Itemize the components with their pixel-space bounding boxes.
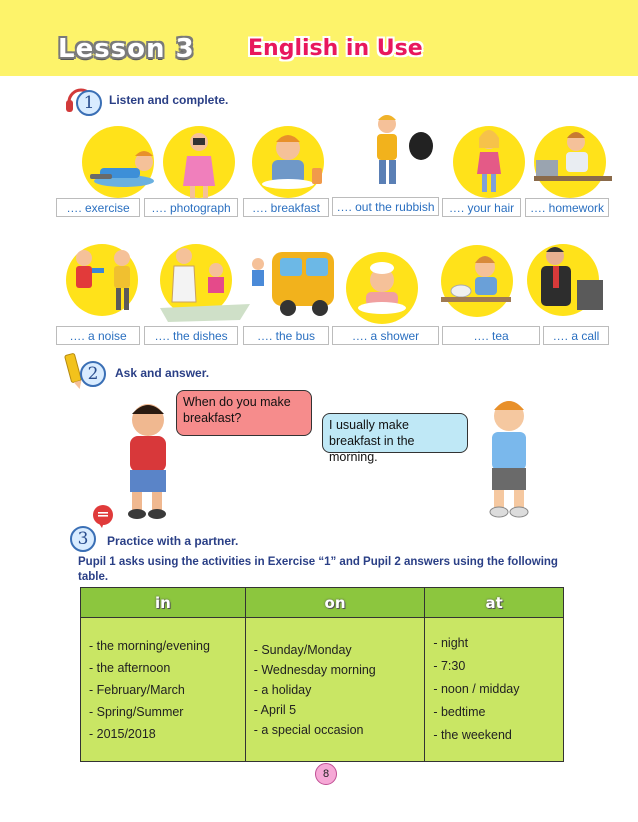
exercise-2-title: Ask and answer. bbox=[115, 366, 210, 380]
label-shower: …. a shower bbox=[332, 326, 439, 345]
label-homework: …. homework bbox=[525, 198, 609, 217]
list-item: - the weekend bbox=[433, 728, 512, 742]
exercise-2-number: 2 bbox=[80, 361, 106, 387]
list-item: - night bbox=[433, 636, 469, 650]
picture-homework bbox=[534, 126, 606, 198]
list-item: - Sunday/Monday bbox=[253, 642, 352, 657]
lesson-title: Lesson 3 bbox=[58, 34, 195, 64]
unit-title: English in Use bbox=[248, 36, 423, 61]
picture-exercise bbox=[82, 126, 154, 198]
label-call: …. a call bbox=[543, 326, 609, 345]
exercise-3-instructions: Pupil 1 asks using the activities in Exercise “1” and Pupil 2 answers using the following table. bbox=[78, 556, 558, 583]
table-header-on: on bbox=[245, 588, 425, 618]
label-breakfast: …. breakfast bbox=[243, 198, 329, 217]
exercise-1-number: 1 bbox=[76, 90, 102, 116]
question-bubble: When do you make breakfast? bbox=[176, 390, 312, 436]
list-item: - bedtime bbox=[433, 705, 486, 719]
exercise-3-title: Practice with a partner. bbox=[107, 534, 239, 548]
picture-rubbish bbox=[365, 114, 437, 186]
label-bus: …. the bus bbox=[243, 326, 329, 345]
exercise-3-number: 3 bbox=[70, 526, 96, 552]
list-item: - 7:30 bbox=[433, 659, 466, 673]
exercise-1-title: Listen and complete. bbox=[109, 93, 229, 107]
table-cell-on bbox=[245, 618, 425, 762]
picture-breakfast bbox=[252, 126, 324, 198]
list-item: - noon / midday bbox=[433, 682, 520, 696]
picture-photograph bbox=[163, 126, 235, 198]
list-item: - February/March bbox=[89, 682, 185, 697]
label-dishes: …. the dishes bbox=[144, 326, 238, 345]
list-item: - April 5 bbox=[253, 702, 297, 717]
picture-noise bbox=[66, 244, 138, 316]
label-hair: …. your hair bbox=[442, 198, 521, 217]
picture-shower bbox=[346, 252, 418, 324]
table-header-row bbox=[81, 588, 564, 618]
picture-bus bbox=[248, 250, 320, 322]
label-tea: …. tea bbox=[442, 326, 540, 345]
list-item: - a holiday bbox=[253, 682, 312, 697]
page-number: 8 bbox=[315, 763, 337, 785]
label-photograph: …. photograph bbox=[144, 198, 238, 217]
list-item: - Wednesday morning bbox=[253, 662, 376, 677]
speech-bubble-icon bbox=[90, 504, 116, 528]
answer-bubble: I usually make breakfast in the morning. bbox=[322, 413, 468, 453]
label-exercise: …. exercise bbox=[56, 198, 140, 217]
list-item: - Spring/Summer bbox=[89, 704, 184, 719]
list-item: - the afternoon bbox=[89, 660, 171, 675]
picture-hair bbox=[453, 126, 525, 198]
preposition-table bbox=[80, 587, 564, 762]
boy-asking-illustration bbox=[116, 400, 178, 522]
table-header-at: at bbox=[425, 588, 564, 618]
label-rubbish: …. out the rubbish bbox=[332, 197, 439, 216]
label-noise: …. a noise bbox=[56, 326, 140, 345]
table-cell-at bbox=[425, 618, 564, 762]
list-item: - 2015/2018 bbox=[89, 726, 156, 741]
list-item: - the morning/evening bbox=[89, 638, 210, 653]
table-row bbox=[81, 618, 564, 762]
boy-answering-illustration bbox=[478, 396, 540, 522]
table-header-in: in bbox=[81, 588, 246, 618]
list-item: - a special occasion bbox=[253, 722, 364, 737]
picture-tea bbox=[441, 245, 513, 317]
picture-call bbox=[527, 244, 599, 316]
table-cell-in bbox=[81, 618, 246, 762]
picture-dishes bbox=[160, 244, 232, 316]
